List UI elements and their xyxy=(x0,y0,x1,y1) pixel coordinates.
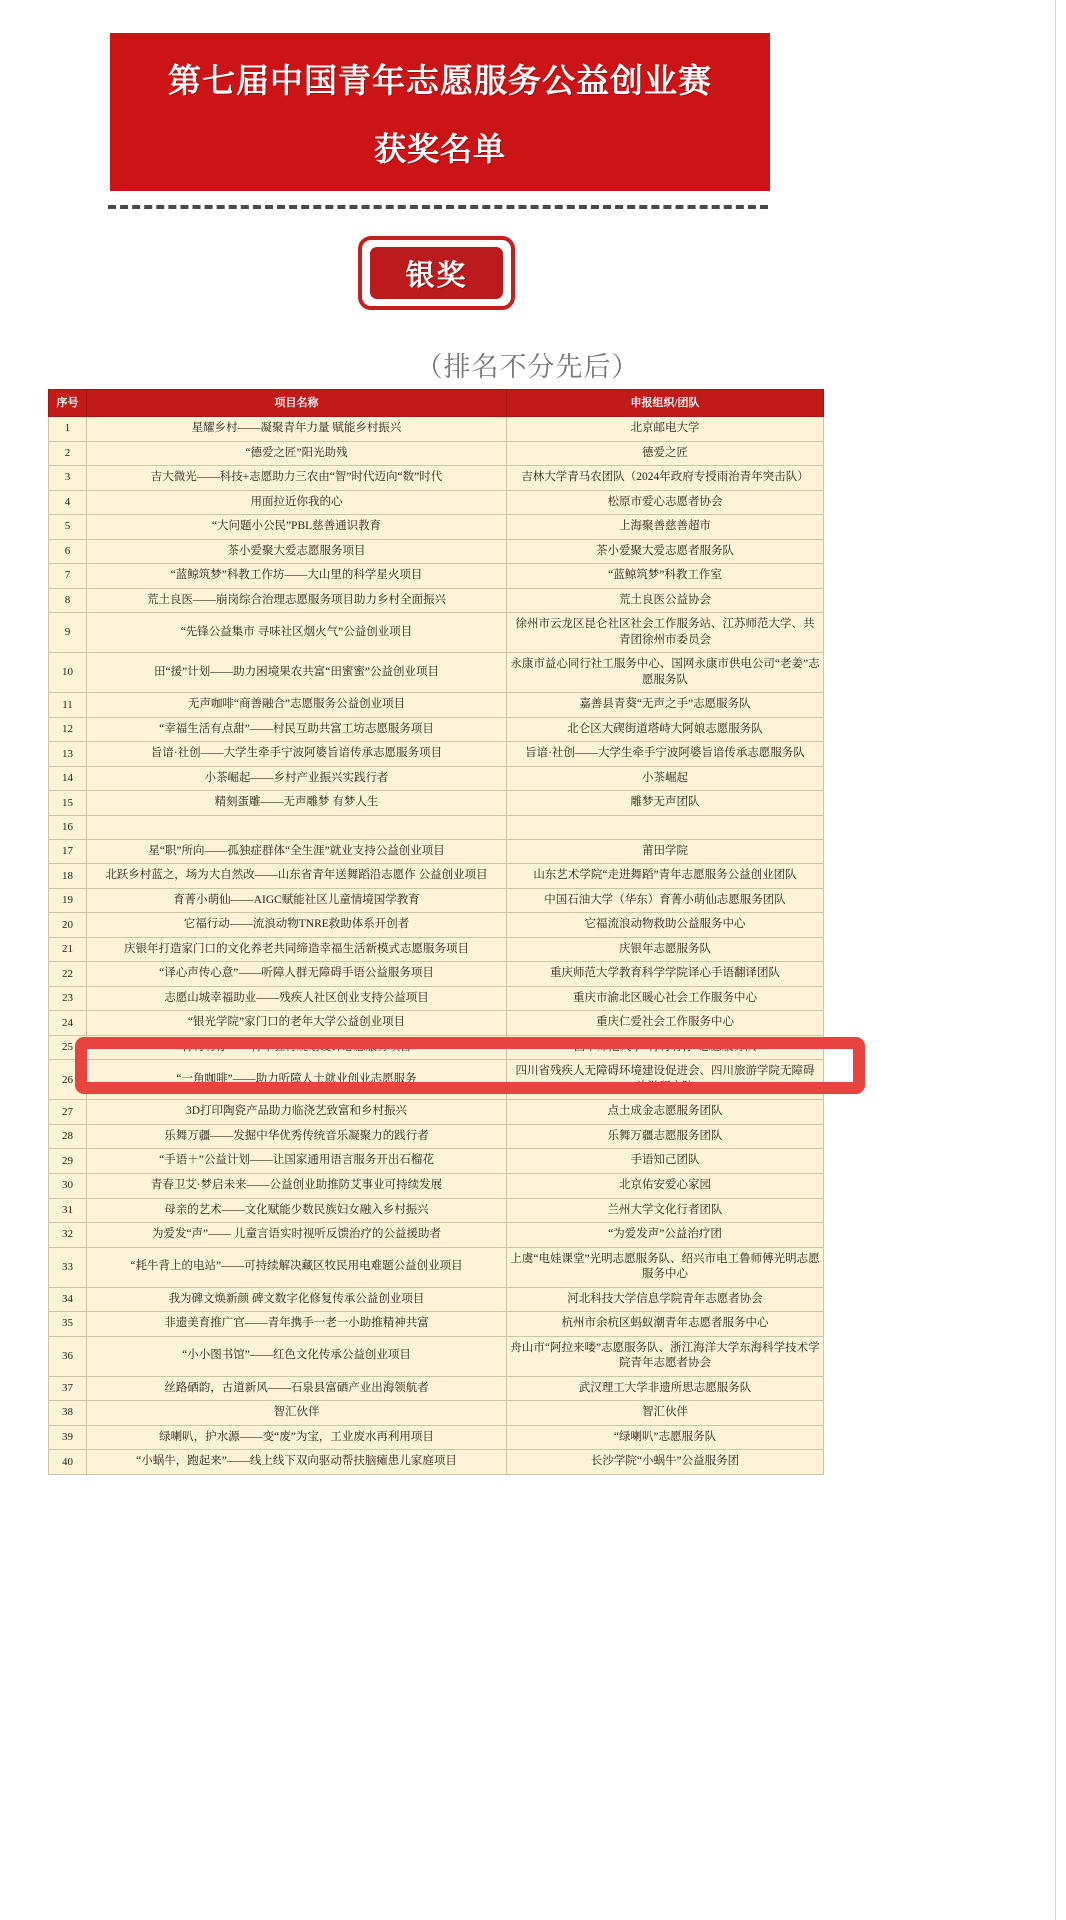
cell-organization: 上虞“电娃课堂”光明志愿服务队、绍兴市电工鲁师傅光明志愿服务中心 xyxy=(507,1247,824,1287)
table-row xyxy=(49,766,824,791)
cell-index: 27 xyxy=(49,1100,87,1125)
cell-organization: 雕梦无声团队 xyxy=(507,791,824,816)
cell-project-name: 无声咖啡“商善融合”志愿服务公益创业项目 xyxy=(87,693,507,718)
cell-index: 13 xyxy=(49,742,87,767)
cell-index: 22 xyxy=(49,962,87,987)
cell-organization: 长沙学院“小蜗牛”公益服务团 xyxy=(507,1450,824,1475)
cell-organization: 重庆市渝北区暖心社会工作服务中心 xyxy=(507,986,824,1011)
cell-organization: 舟山市“阿拉来喽”志愿服务队、浙江海洋大学东海科学技术学院青年志愿者协会 xyxy=(507,1336,824,1376)
cell-project-name: “蓝鲸筑梦”科教工作坊——大山里的科学星火项目 xyxy=(87,564,507,589)
cell-index: 10 xyxy=(49,653,87,693)
table-row xyxy=(49,1011,824,1036)
banner-title-line1: 第七届中国青年志愿服务公益创业赛 xyxy=(168,61,712,99)
cell-index: 19 xyxy=(49,888,87,913)
cell-index: 4 xyxy=(49,490,87,515)
cell-organization: 松原市爱心志愿者协会 xyxy=(507,490,824,515)
cell-organization: “绿喇叭”志愿服务队 xyxy=(507,1425,824,1450)
cell-project-name: 星耀乡村——凝聚青年力量 赋能乡村振兴 xyxy=(87,417,507,442)
cell-project-name: 智汇伙伴 xyxy=(87,1401,507,1426)
cell-index: 18 xyxy=(49,864,87,889)
table-row xyxy=(49,417,824,442)
table-row xyxy=(49,815,824,839)
cell-organization: 荒土良医公益协会 xyxy=(507,588,824,613)
table-row xyxy=(49,1312,824,1337)
cell-project-name: 母亲的艺术——文化赋能少数民族妇女融入乡村振兴 xyxy=(87,1198,507,1223)
table-row xyxy=(49,441,824,466)
column-header-org: 申报组织/团队 xyxy=(507,390,824,417)
cell-project-name: 育菁小萌仙——AIGC赋能社区儿童情境国学教育 xyxy=(87,888,507,913)
table-row xyxy=(49,1149,824,1174)
cell-organization: 徐州市云龙区昆仑社区社会工作服务站、江苏师范大学、共青团徐州市委员会 xyxy=(507,613,824,653)
cell-organization: 山东艺术学院“走进舞蹈”青年志愿服务公益创业团队 xyxy=(507,864,824,889)
cell-organization: 重庆师范大学教育科学学院译心手语翻译团队 xyxy=(507,962,824,987)
cell-project-name: 荒土良医——崩岗综合治理志愿服务项目助力乡村全面振兴 xyxy=(87,588,507,613)
cell-organization: 北仑区大碶街道塔峙大阿娘志愿服务队 xyxy=(507,717,824,742)
cell-index: 36 xyxy=(49,1336,87,1376)
cell-index: 15 xyxy=(49,791,87,816)
cell-organization: 庆银年志愿服务队 xyxy=(507,937,824,962)
award-badge-inner xyxy=(370,247,503,299)
cell-project-name: 精刻蛋雕——无声雕梦 有梦人生 xyxy=(87,791,507,816)
cell-project-name: 吉大微光——科技+志愿助力三农由“智”时代迈向“数”时代 xyxy=(87,466,507,491)
cell-index: 23 xyxy=(49,986,87,1011)
cell-index: 35 xyxy=(49,1312,87,1337)
cell-organization: 重庆仁爱社会工作服务中心 xyxy=(507,1011,824,1036)
cell-organization: 四川省残疾人无障碍环境建设促进会、四川旅游学院无障碍旅游研究院 xyxy=(507,1060,824,1100)
table-row xyxy=(49,1100,824,1125)
cell-project-name: 茶小爱聚大爱志愿服务项目 xyxy=(87,539,507,564)
table-row xyxy=(49,588,824,613)
cell-index: 14 xyxy=(49,766,87,791)
cell-project-name xyxy=(87,815,507,839)
cell-organization: 杭州市余杭区蚂蚁潮青年志愿者服务中心 xyxy=(507,1312,824,1337)
table-row xyxy=(49,1035,824,1060)
table-row xyxy=(49,913,824,938)
table-row xyxy=(49,1173,824,1198)
table-row xyxy=(49,791,824,816)
cell-index: 21 xyxy=(49,937,87,962)
table-row xyxy=(49,717,824,742)
cell-index: 2 xyxy=(49,441,87,466)
page-right-border xyxy=(1055,0,1056,1920)
cell-index: 26 xyxy=(49,1060,87,1100)
scrollbar-track[interactable] xyxy=(1052,0,1055,1920)
cell-project-name: 3D打印陶瓷产品助力临浇艺致富和乡村振兴 xyxy=(87,1100,507,1125)
award-badge-label: 银奖 xyxy=(405,259,468,292)
cell-project-name: 我为碑文焕新颜 碑文数字化修复传承公益创业项目 xyxy=(87,1287,507,1312)
table-row xyxy=(49,490,824,515)
cell-project-name: 为爱发“声”—— 儿童言语实时视听反馈治疗的公益援助者 xyxy=(87,1223,507,1248)
banner-title-line2: 获奖名单 xyxy=(373,130,506,167)
award-table-head xyxy=(49,390,824,417)
cell-project-name: 用面拉近你我的心 xyxy=(87,490,507,515)
table-row xyxy=(49,539,824,564)
cell-project-name: “一角咖啡”——助力听障人士就业创业志愿服务 xyxy=(87,1060,507,1100)
column-header-name: 项目名称 xyxy=(87,390,507,417)
cell-organization: 莆田学院 xyxy=(507,839,824,864)
table-row xyxy=(49,1198,824,1223)
cell-index: 30 xyxy=(49,1173,87,1198)
table-row xyxy=(49,1247,824,1287)
cell-project-name: 青春卫艾·梦启未来——公益创业助推防艾事业可持续发展 xyxy=(87,1173,507,1198)
cell-index: 6 xyxy=(49,539,87,564)
cell-organization: 它福流浪动物救助公益服务中心 xyxy=(507,913,824,938)
cell-index: 17 xyxy=(49,839,87,864)
table-row xyxy=(49,1060,824,1100)
cell-organization: 武汉理工大学非遗所思志愿服务队 xyxy=(507,1376,824,1401)
cell-project-name: 北跃乡村蓝之，场为大自然改——山东省青年送舞蹈沿志愿作 公益创业项目 xyxy=(87,864,507,889)
cell-index: 9 xyxy=(49,613,87,653)
cell-organization: 嘉善县青葵“无声之手”志愿服务队 xyxy=(507,693,824,718)
cell-index: 5 xyxy=(49,515,87,540)
table-row xyxy=(49,466,824,491)
cell-index: 40 xyxy=(49,1450,87,1475)
cell-index: 33 xyxy=(49,1247,87,1287)
table-row xyxy=(49,1223,824,1248)
cell-organization: 小茶崛起 xyxy=(507,766,824,791)
cell-project-name: “幸福生活有点甜”——村民互助共富工坊志愿服务项目 xyxy=(87,717,507,742)
table-row xyxy=(49,564,824,589)
cell-project-name: 旨谙·社创——大学生牵手宁波阿婆旨谙传承志愿服务项目 xyxy=(87,742,507,767)
cell-project-name: “大问题小公民”PBL慈善通识教育 xyxy=(87,515,507,540)
award-table-body xyxy=(49,417,824,1475)
cell-index: 11 xyxy=(49,693,87,718)
cell-project-name: 绿喇叭，护水源——变“废”为宝，工业废水再利用项目 xyxy=(87,1425,507,1450)
cell-index: 20 xyxy=(49,913,87,938)
table-row xyxy=(49,1336,824,1376)
cell-project-name: “小小图书馆”——红色文化传承公益创业项目 xyxy=(87,1336,507,1376)
cell-index: 3 xyxy=(49,466,87,491)
cell-index: 1 xyxy=(49,417,87,442)
cell-project-name: “手语＋”公益计划——让国家通用语言服务开出石榴花 xyxy=(87,1149,507,1174)
cell-project-name: 小茶崛起——乡村产业振兴实践行者 xyxy=(87,766,507,791)
cell-project-name: “小蜗牛，跑起来”——线上线下双向驱动帮扶脑瘫患儿家庭项目 xyxy=(87,1450,507,1475)
cell-organization: 北京邮电大学 xyxy=(507,417,824,442)
cell-organization: 手语知己团队 xyxy=(507,1149,824,1174)
table-row xyxy=(49,693,824,718)
table-row xyxy=(49,653,824,693)
cell-organization: 德爱之匠 xyxy=(507,441,824,466)
cell-index: 16 xyxy=(49,815,87,839)
cell-index: 37 xyxy=(49,1376,87,1401)
table-row xyxy=(49,515,824,540)
cell-project-name: “银光学院”家门口的老年大学公益创业项目 xyxy=(87,1011,507,1036)
cell-index: 38 xyxy=(49,1401,87,1426)
cell-index: 12 xyxy=(49,717,87,742)
dashed-divider xyxy=(108,205,768,209)
table-row xyxy=(49,937,824,962)
cell-index: 39 xyxy=(49,1425,87,1450)
cell-project-name: 丝路硒韵，古道新风——石泉县富硒产业出海领航者 xyxy=(87,1376,507,1401)
table-header-row xyxy=(49,390,824,417)
cell-organization xyxy=(507,815,824,839)
table-row xyxy=(49,1401,824,1426)
cell-organization: “为爱发声”公益治疗团 xyxy=(507,1223,824,1248)
cell-project-name: 非遗美育推广官——青年携手一老一小助推精神共富 xyxy=(87,1312,507,1337)
cell-organization: 永康市益心同行社工服务中心、国网永康市供电公司“老姜”志愿服务队 xyxy=(507,653,824,693)
table-row xyxy=(49,1287,824,1312)
table-row xyxy=(49,986,824,1011)
table-row xyxy=(49,888,824,913)
cell-organization: 智汇伙伴 xyxy=(507,1401,824,1426)
cell-organization: 旨谙·社创——大学生牵手宁波阿婆旨谙传承志愿服务队 xyxy=(507,742,824,767)
cell-index: 28 xyxy=(49,1124,87,1149)
table-row xyxy=(49,1124,824,1149)
table-row xyxy=(49,613,824,653)
cell-organization: 吉林大学青马农团队（2024年政府专授雨治青年突击队） xyxy=(507,466,824,491)
cell-index: 34 xyxy=(49,1287,87,1312)
award-table-wrapper xyxy=(48,389,823,1475)
cell-index: 29 xyxy=(49,1149,87,1174)
table-row xyxy=(49,1450,824,1475)
cell-project-name: 星“职”所向——孤独症群体“全生涯”就业支持公益创业项目 xyxy=(87,839,507,864)
cell-project-name: 它福行动——流浪动物TNRE救助体系开创者 xyxy=(87,913,507,938)
cell-organization: 乐舞万疆志愿服务团队 xyxy=(507,1124,824,1149)
cell-organization: 河北科技大学信息学院青年志愿者协会 xyxy=(507,1287,824,1312)
cell-project-name: 乐舞万疆——发掘中华优秀传统音乐凝聚力的践行者 xyxy=(87,1124,507,1149)
cell-project-name: 志愿山城幸福助业——残疾人社区创业支持公益项目 xyxy=(87,986,507,1011)
cell-organization: 点土成金志愿服务团队 xyxy=(507,1100,824,1125)
cell-index: 7 xyxy=(49,564,87,589)
cell-index: 31 xyxy=(49,1198,87,1223)
column-header-no: 序号 xyxy=(49,390,87,417)
cell-organization: 兰州大学文化行者团队 xyxy=(507,1198,824,1223)
award-table xyxy=(48,389,824,1475)
cell-project-name: 田“援”计划——助力困境果农共富“田蜜蜜”公益创业项目 xyxy=(87,653,507,693)
award-badge xyxy=(358,236,515,310)
cell-organization: 茶小爱聚大爱志愿者服务队 xyxy=(507,539,824,564)
cell-index: 25 xyxy=(49,1035,87,1060)
table-row xyxy=(49,1425,824,1450)
cell-project-name: 青村有你——青年驻村规划设计志愿服务项目 xyxy=(87,1035,507,1060)
table-row xyxy=(49,864,824,889)
table-row xyxy=(49,839,824,864)
cell-organization: “蓝鲸筑梦”科教工作室 xyxy=(507,564,824,589)
table-row xyxy=(49,1376,824,1401)
cell-organization: 中国石油大学（华东）育菁小萌仙志愿服务团队 xyxy=(507,888,824,913)
cell-organization: 北京佑安爱心家园 xyxy=(507,1173,824,1198)
cell-project-name: “耗牛背上的电站”——可持续解决藏区牧民用电难题公益创业项目 xyxy=(87,1247,507,1287)
award-banner xyxy=(110,33,770,191)
table-row xyxy=(49,962,824,987)
cell-index: 32 xyxy=(49,1223,87,1248)
cell-project-name: “德爱之匠”阳光助残 xyxy=(87,441,507,466)
cell-index: 8 xyxy=(49,588,87,613)
table-row xyxy=(49,742,824,767)
ranking-note: （排名不分先后） xyxy=(415,352,640,382)
cell-index: 24 xyxy=(49,1011,87,1036)
cell-organization: 上海聚善慈善超市 xyxy=(507,515,824,540)
cell-project-name: 庆银年打造家门口的文化养老共同缔造幸福生活新模式志愿服务项目 xyxy=(87,937,507,962)
cell-organization: 西华师范大学“青村有你”志愿服务队 xyxy=(507,1035,824,1060)
cell-project-name: “先锋公益集市 寻味社区烟火气”公益创业项目 xyxy=(87,613,507,653)
cell-project-name: “译心声传心意”——听障人群无障碍手语公益服务项目 xyxy=(87,962,507,987)
